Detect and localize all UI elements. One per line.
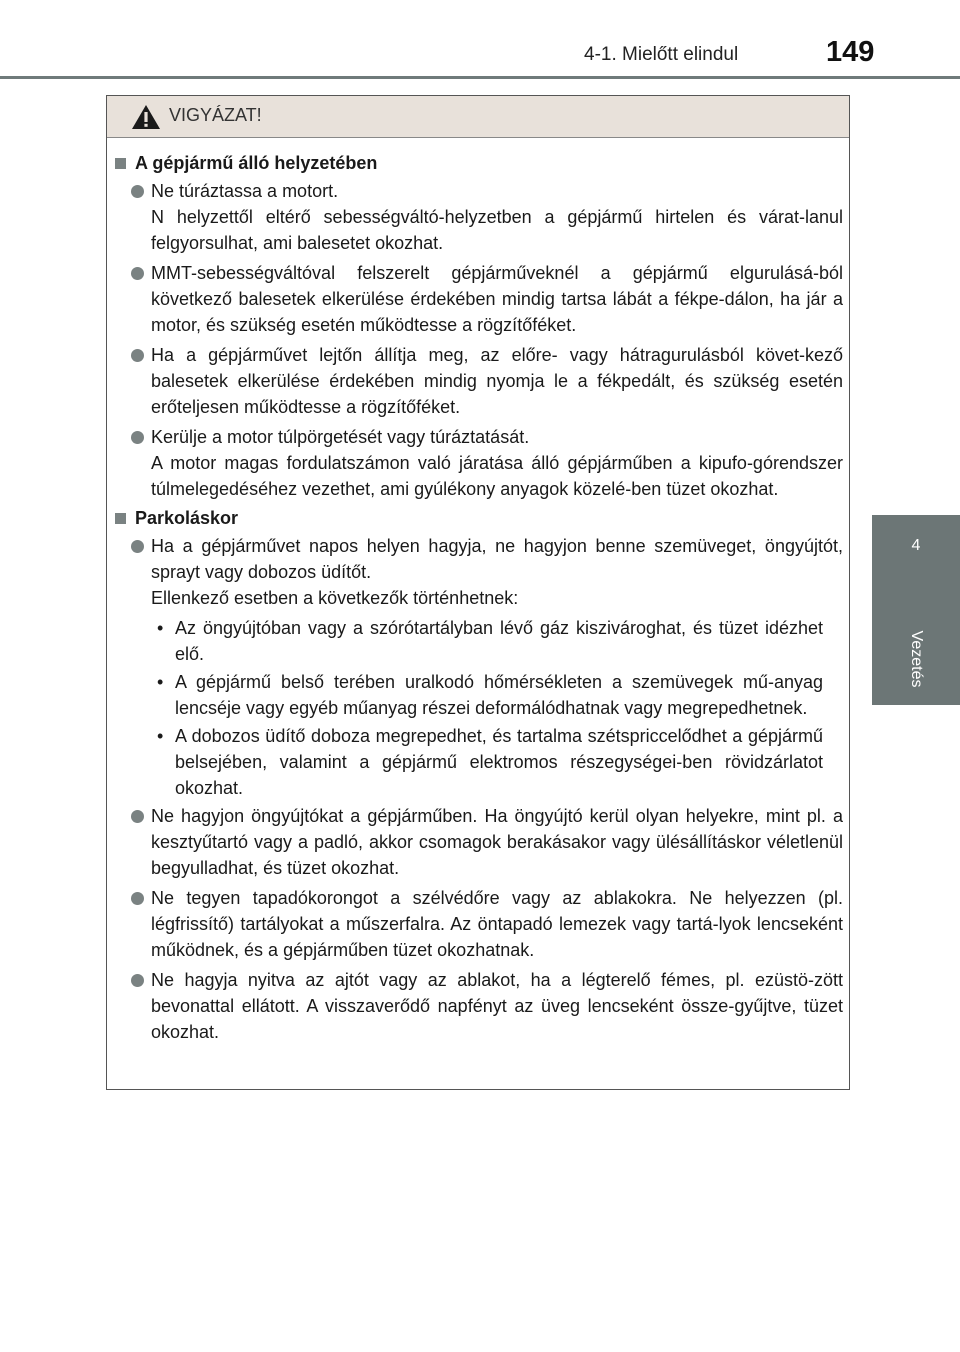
sub-bullet-text: Az öngyújtóban vagy a szórótartályban lévő gáz kiszivároghat, és tüzet idézhet elő. — [175, 618, 823, 664]
list-item — [115, 178, 843, 256]
item-text: Kerülje a motor túlpörgetését vagy túráztatását. — [151, 427, 530, 447]
item-text: Ne túráztassa a motort. — [151, 181, 339, 201]
section-heading — [115, 506, 843, 531]
warning-title: VIGYÁZAT! — [169, 105, 262, 125]
list-item — [115, 342, 843, 420]
round-bullet-icon — [131, 185, 144, 198]
item-text: Ne hagyjon öngyújtókat a gépjárműben. Ha öngyújtó kerül olyan helyekre, mint pl. a kesztyűtartó vagy a padló, akkor csomagok berakásakor vagy ülésállításkor véletlenül begyulladhat, és tüzet okozhat. — [151, 806, 843, 878]
chapter-tab — [872, 515, 960, 705]
square-bullet-icon — [115, 158, 126, 169]
dot-bullet-icon: • — [157, 726, 164, 746]
item-text: Ellenkező esetben a következők történhetnek: — [151, 588, 519, 608]
item-text: MMT-sebességváltóval felszerelt gépjárműveknél a gépjármű elgurulásá-ból következő balesetek elkerülése érdekében mindig tartsa lábát a fékpe-dálon, ha jár a motor, és szükség esetén működtesse a rögzítőféket. — [151, 263, 843, 335]
section-title: 4-1. Mielőtt elindul — [584, 44, 739, 65]
list-item — [115, 885, 843, 963]
dot-bullet-icon: • — [157, 672, 164, 692]
list-item — [115, 533, 843, 611]
section-heading — [115, 151, 843, 176]
warning-box — [106, 95, 850, 1090]
list-item — [115, 967, 843, 1045]
list-item — [115, 260, 843, 338]
warning-triangle-icon — [131, 104, 161, 130]
round-bullet-icon — [131, 892, 144, 905]
item-text: Ha a gépjárművet lejtőn állítja meg, az előre- vagy hátragurulásból követ-kező balesetek elkerülése érdekében mindig nyomja le a fékpedált, és szükség esetén erőteljesen működtesse a rögzítőféket. — [151, 345, 843, 417]
round-bullet-icon — [131, 349, 144, 362]
list-item — [115, 424, 843, 502]
round-bullet-icon — [131, 431, 144, 444]
section-heading-text: Parkoláskor — [135, 508, 239, 528]
warning-content — [115, 151, 843, 1049]
section-heading-text: A gépjármű álló helyzetében — [135, 153, 378, 173]
chapter-label: Vezetés — [908, 630, 925, 688]
list-item — [115, 803, 843, 881]
square-bullet-icon — [115, 513, 126, 524]
round-bullet-icon — [131, 974, 144, 987]
sub-bullet-item — [115, 615, 843, 667]
sub-bullet-text: A dobozos üdítő doboza megrepedhet, és tartalma szétspriccelődhet a gépjármű belsejében, valamint a gépjármű elektromos részegységei-ben rövidzárlatot okozhat. — [175, 726, 823, 798]
chapter-number: 4 — [911, 537, 921, 554]
sub-bullet-text: A gépjármű belső terében uralkodó hőmérsékleten a szemüvegek mű-anyag lencséje vagy egyéb műanyag részei deformálódhatnak vagy megrepedhetnek. — [175, 672, 823, 718]
page-header — [0, 0, 960, 80]
round-bullet-icon — [131, 810, 144, 823]
round-bullet-icon — [131, 540, 144, 553]
dot-bullet-icon: • — [157, 618, 164, 638]
sub-bullet-item — [115, 669, 843, 721]
item-text: Ha a gépjárművet napos helyen hagyja, ne hagyjon benne szemüveget, öngyújtót, sprayt vagy dobozos üdítőt. — [151, 536, 843, 582]
item-text: A motor magas fordulatszámon való járatása álló gépjárműben a kipufo-górendszer túlmelegedéséhez vezethet, ami gyúlékony anyagok közelé-ben tüzet okozhat. — [151, 453, 843, 499]
header-rule — [0, 76, 960, 79]
item-text: Ne hagyja nyitva az ajtót vagy az ablakot, ha a légterelő fémes, pl. ezüstö-zött bevonattal ellátott. A visszaverődő napfényt az üveg lencseként össze-gyűjtve, tüzet okozhat. — [151, 970, 843, 1042]
item-text: Ne tegyen tapadókorongot a szélvédőre vagy az ablakokra. Ne helyezzen (pl. légfrissítő) tartályokat a műszerfalra. Az öntapadó lemezek vagy tartá-lyok lencseként működnek, és a gépjárműben tüzet okozhatnak. — [151, 888, 843, 960]
round-bullet-icon — [131, 267, 144, 280]
page-number: 149 — [826, 36, 875, 68]
sub-bullet-item — [115, 723, 843, 801]
warning-header — [107, 96, 849, 138]
item-text: N helyzettől eltérő sebességváltó-helyzetben a gépjármű hirtelen és várat-lanul felgyorsulhat, ami balesetet okozhat. — [151, 207, 843, 253]
